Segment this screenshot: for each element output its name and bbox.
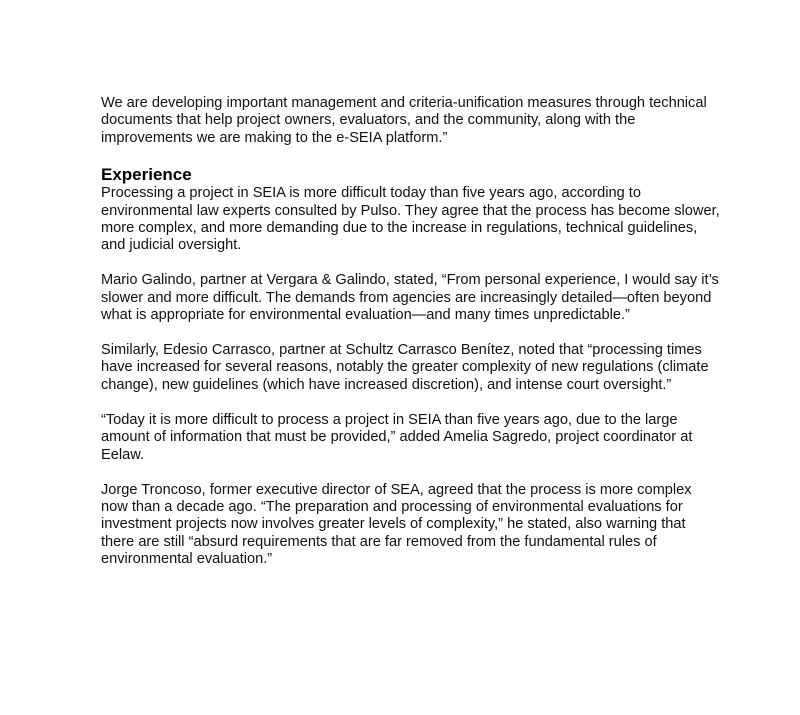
paragraph-1: Processing a project in SEIA is more difficult today than five years ago, according to environmental law experts consulted by Pulso. They agree that the process has become slower, more complex, and more demanding due to the increase in regulations, technical guidelines, and judicial oversight. [101,185,720,254]
paragraph-4: “Today it is more difficult to process a project in SEIA than five years ago, due to the large amount of information that must be provided,” added Amelia Sagredo, project coordinator at Eelaw. [101,411,693,463]
article-body [101,95,721,569]
section-heading: Experience [101,165,192,185]
paragraph-3: Similarly, Edesio Carrasco, partner at Schultz Carrasco Benítez, noted that “processing times have increased for several reasons, notably the greater complexity of new regulations (climate change), new guidelines (which have increased discretion), and intense court oversight.” [101,342,709,393]
intro-paragraph: We are developing important management and criteria-unification measures through technical documents that help project owners, evaluators, and the community, along with the improvements we are making to the e-SEIA platform.” [101,95,707,146]
paragraph-2: Mario Galindo, partner at Vergara & Galindo, stated, “From personal experience, I would say it’s slower and more difficult. The demands from agencies are increasingly detailed—often beyond what is appropriate for environmental evaluation—and many times unpredictable.” [101,272,719,324]
paragraph-5: Jorge Troncoso, former executive director of SEA, agreed that the process is more complex now than a decade ago. “The preparation and processing of environmental evaluations for investment projects now involves greater levels of complexity,” he stated, also warning that there are still “absurd requirements that are far removed from the fundamental rules of environmental evaluation.” [101,481,692,568]
